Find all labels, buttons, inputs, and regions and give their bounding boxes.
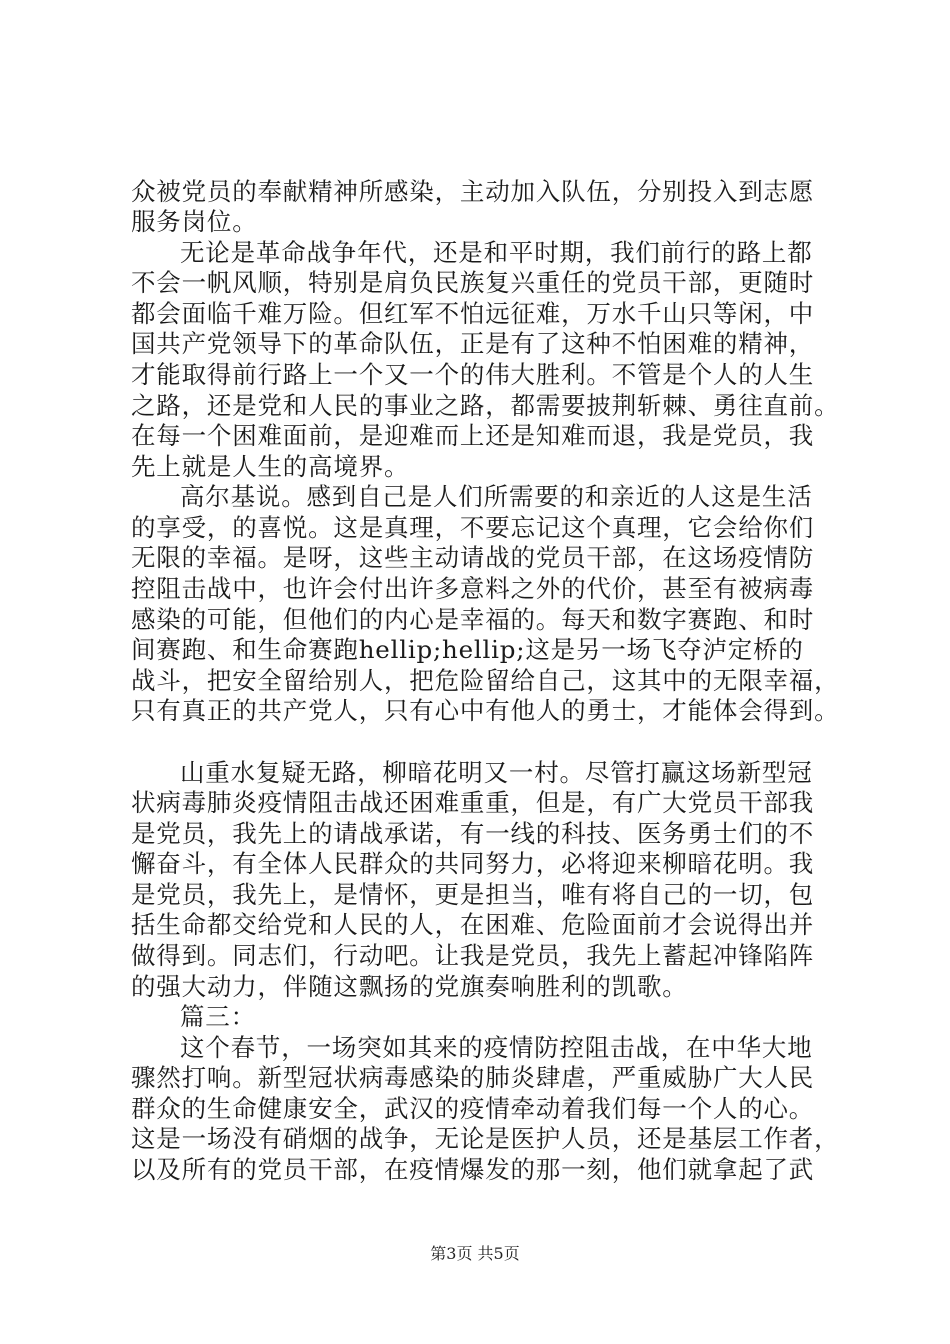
text-line: 懈奋斗，有全体人民群众的共同努力，必将迎来柳暗花明。我 — [131, 849, 815, 878]
text-line: 国共产党领导下的革命队伍，正是有了这种不怕困难的精神， — [131, 329, 815, 358]
text-line: 括生命都交给党和人民的人，在困难、危险面前才会说得出并 — [131, 910, 815, 939]
text-line: 做得到。同志们，行动吧。让我是党员，我先上蓄起冲锋陷阵 — [131, 941, 815, 970]
text-line: 不会一帆风顺，特别是肩负民族复兴重任的党员干部，更随时 — [131, 268, 815, 297]
text-line: 控阻击战中，也许会付出许多意料之外的代价，甚至有被病毒 — [131, 574, 815, 603]
paragraph-start-line: 无论是革命战争年代，还是和平时期，我们前行的路上都 — [180, 238, 813, 267]
text-line: 群众的生命健康安全，武汉的疫情牵动着我们每一个人的心。 — [131, 1094, 815, 1123]
text-line: 无限的幸福。是呀，这些主动请战的党员干部，在这场疫情防 — [131, 543, 815, 572]
text-line: 的强大动力，伴随这飘扬的党旗奏响胜利的凯歌。 — [131, 972, 688, 1001]
paragraph-start-line: 这个春节，一场突如其来的疫情防控阻击战，在中华大地 — [180, 1033, 813, 1062]
text-line: 骤然打响。新型冠状病毒感染的肺炎肆虐，严重威胁广大人民 — [131, 1063, 815, 1092]
text-line: 在每一个困难面前，是迎难而上还是知难而退，我是党员，我 — [131, 421, 815, 450]
text-line: 战斗，把安全留给别人，把危险留给自己，这其中的无限幸福， — [131, 666, 840, 695]
text-line: 是党员，我先上的请战承诺，有一线的科技、医务勇士们的不 — [131, 819, 815, 848]
text-line: 的享受，的喜悦。这是真理，不要忘记这个真理，它会给你们 — [131, 513, 815, 542]
section-heading: 篇三： — [180, 1002, 256, 1031]
text-line: 先上就是人生的高境界。 — [131, 452, 410, 481]
text-line: 众被党员的奉献精神所感染，主动加入队伍，分别投入到志愿 — [131, 177, 815, 206]
text-line: 状病毒肺炎疫情阻击战还困难重重，但是，有广大党员干部我 — [131, 788, 815, 817]
page-number-footer: 第3页 共5页 — [430, 1244, 520, 1263]
text-line: 才能取得前行路上一个又一个的伟大胜利。不管是个人的人生 — [131, 360, 815, 389]
text-line: 服务岗位。 — [131, 207, 258, 236]
text-line: 只有真正的共产党人，只有心中有他人的勇士，才能体会得到。 — [131, 696, 840, 725]
text-line: 是党员，我先上，是情怀，更是担当，唯有将自己的一切，包 — [131, 880, 815, 909]
text-line: 这是一场没有硝烟的战争，无论是医护人员，还是基层工作者， — [131, 1124, 840, 1153]
text-line: 间赛跑、和生命赛跑hellip;hellip;这是另一场飞夺泸定桥的 — [131, 635, 804, 664]
text-line: 以及所有的党员干部，在疫情爆发的那一刻，他们就拿起了武 — [131, 1155, 815, 1184]
paragraph-start-line: 山重水复疑无路，柳暗花明又一村。尽管打赢这场新型冠 — [180, 758, 813, 787]
paragraph-start-line: 高尔基说。感到自己是人们所需要的和亲近的人这是生活 — [180, 482, 813, 511]
text-line: 之路，还是党和人民的事业之路，都需要披荆斩棘、勇往直前。 — [131, 391, 840, 420]
text-line: 都会面临千难万险。但红军不怕远征难，万水千山只等闲，中 — [131, 299, 815, 328]
text-line: 感染的可能，但他们的内心是幸福的。每天和数字赛跑、和时 — [131, 605, 815, 634]
